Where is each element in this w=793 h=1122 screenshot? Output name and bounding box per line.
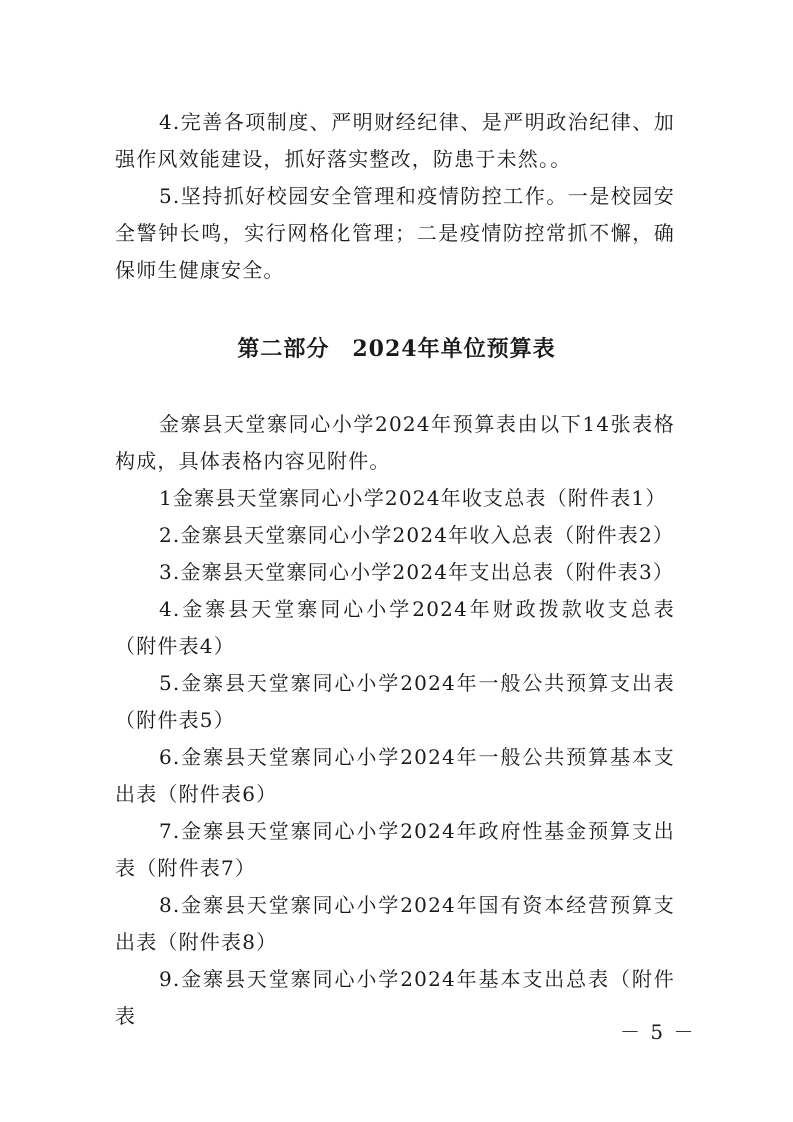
list-item: 8.金寨县天堂寨同心小学2024年国有资本经营预算支出表（附件表8） (115, 893, 675, 954)
list-item: 1金寨县天堂寨同心小学2024年收支总表（附件表1） (159, 486, 667, 510)
list-item: 4.金寨县天堂寨同心小学2024年财政拨款收支总表（附件表4） (115, 597, 675, 658)
list-item: 5.金寨县天堂寨同心小学2024年一般公共预算支出表（附件表5） (115, 671, 675, 732)
list-item: 7.金寨县天堂寨同心小学2024年政府性基金预算支出表（附件表7） (115, 819, 675, 880)
paragraph-item-4: 4.完善各项制度、严明财经纪律、是严明政治纪律、加强作风效能建设，抓好落实整改，防患于未然。。 (115, 110, 675, 171)
list-item: 2.金寨县天堂寨同心小学2024年收入总表（附件表2） (159, 523, 675, 547)
list-item: 3.金寨县天堂寨同心小学2024年支出总表（附件表3） (159, 560, 675, 584)
paragraph-item-5: 5.坚持抓好校园安全管理和疫情防控工作。一是校园安全警钟长鸣，实行网格化管理；二是疫情防控常抓不懈，确保师生健康安全。 (115, 184, 675, 282)
intro-paragraph: 金寨县天堂寨同心小学2024年预算表由以下14张表格构成，具体表格内容见附件。 (115, 412, 675, 473)
list-item: 6.金寨县天堂寨同心小学2024年一般公共预算基本支出表（附件表6） (115, 745, 675, 806)
list-item: 9.金寨县天堂寨同心小学2024年基本支出总表（附件表 (115, 967, 675, 1028)
page-number: － 5 － (620, 1020, 696, 1044)
section-heading: 第二部分 2024年单位预算表 (237, 336, 556, 362)
